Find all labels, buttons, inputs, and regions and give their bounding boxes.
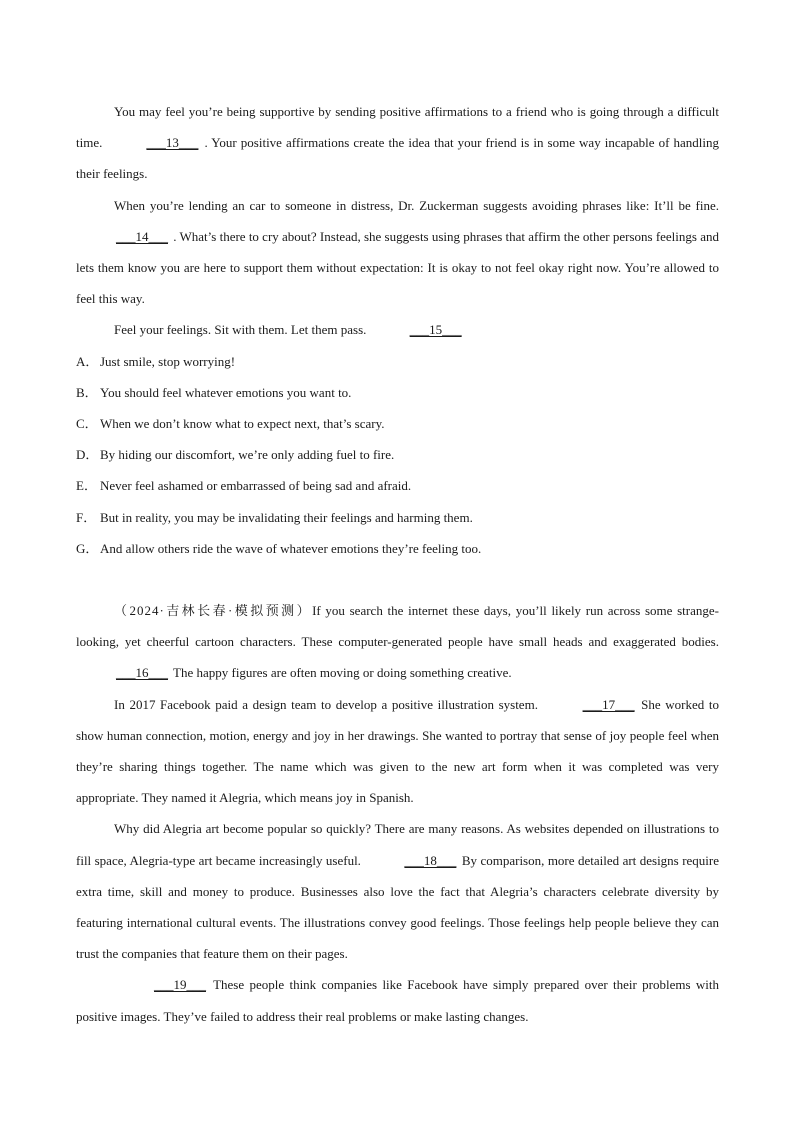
option-g	[76, 533, 719, 564]
option-text: Never feel ashamed or embarrassed of being sad and afraid.	[100, 478, 412, 494]
option-text: By hiding our discomfort, we’re only adding fuel to fire.	[100, 447, 395, 463]
text-segment: These people think companies like Facebook have simply prepared over their problems with positive images. They’ve failed to address their real problems or make lasting changes.	[76, 977, 719, 1024]
option-text: But in reality, you may be invalidating their feelings and harming them.	[100, 509, 473, 525]
option-letter: E．	[76, 478, 97, 494]
section-gap	[76, 564, 719, 595]
passage2-paragraph1	[76, 595, 719, 689]
option-text: Just smile, stop worrying!	[100, 353, 236, 369]
text-segment: When you’re lending an car to someone in distress, Dr. Zuckerman suggests avoiding phrases like: It’ll be fine.	[114, 197, 719, 213]
blank-17: ___17___	[582, 696, 635, 712]
passage2-paragraph3	[76, 813, 719, 969]
option-letter: B．	[76, 384, 98, 400]
text-segment: You may feel you’re being supportive by sending positive affirmations to a friend who is going through a difficult time.	[76, 104, 719, 151]
passage1-paragraph1	[76, 96, 719, 190]
passage1-paragraph2	[76, 190, 719, 315]
blank-13: ___13___	[146, 135, 199, 151]
blank-19: ___19___	[154, 977, 206, 993]
option-text: And allow others ride the wave of whatever emotions they’re feeling too.	[100, 540, 482, 556]
option-c	[76, 408, 719, 439]
text-segment: . Your positive affirmations create the idea that your friend is in some way incapable of handling their feelings.	[76, 135, 719, 182]
option-letter: D．	[76, 447, 99, 463]
text-segment: If you search the internet these days, you’ll likely run across some strange-looking, yet cheerful cartoon characters. These computer-generated people have small heads and exaggerated bodies.	[76, 603, 719, 650]
option-a	[76, 346, 719, 377]
option-b	[76, 377, 719, 408]
text-segment: She worked to show human connection, motion, energy and joy in her drawings. She wanted to portray that sense of joy people feel when they’re sharing things together. The name which was given to the new art form when it was completed was very appropriate. They named it Alegria, which means joy in Spanish.	[76, 696, 719, 806]
option-letter: C．	[76, 416, 98, 432]
option-text: You should feel whatever emotions you want to.	[100, 384, 352, 400]
text-segment: Feel your feelings. Sit with them. Let them pass.	[114, 322, 370, 338]
text-segment: By comparison, more detailed art designs require extra time, skill and money to produce. Businesses also love the fact that Alegria’s characters celebrate diversity by featuring international cultural events. The illustrations convey good feelings. Those feelings help people believe they can trust the companies that feature them on their pages.	[76, 852, 720, 962]
option-e	[76, 470, 719, 501]
blank-16: ___16___	[116, 665, 168, 681]
passage2-paragraph4	[76, 969, 719, 1031]
options-list	[76, 346, 719, 564]
text-segment: The happy figures are often moving or doing something creative.	[170, 665, 512, 681]
option-text: When we don’t know what to expect next, that’s scary.	[100, 416, 385, 432]
option-letter: F．	[76, 509, 97, 525]
passage2-paragraph2	[76, 689, 719, 814]
blank-18: ___18___	[404, 852, 457, 868]
text-segment: Why did Alegria art become popular so quickly? There are many reasons. As websites depended on illustrations to fill space, Alegria-type art became increasingly useful.	[76, 821, 719, 868]
source-tag: （2024·吉林长春·模拟预测）	[114, 603, 313, 619]
text-segment: . What’s there to cry about? Instead, she suggests using phrases that affirm the other persons feelings and lets them know you are here to support them without expectation: It is okay to not feel okay right now. You’re allowed to feel this way.	[76, 228, 719, 307]
text-segment: In 2017 Facebook paid a design team to develop a positive illustration system.	[114, 696, 543, 712]
document-page	[76, 96, 719, 1032]
option-letter: G．	[76, 540, 99, 556]
blank-14: ___14___	[116, 228, 168, 244]
blank-15: ___15___	[409, 322, 462, 338]
option-f	[76, 502, 719, 533]
option-d	[76, 439, 719, 470]
option-letter: A．	[76, 353, 99, 369]
passage1-paragraph3	[76, 314, 719, 345]
